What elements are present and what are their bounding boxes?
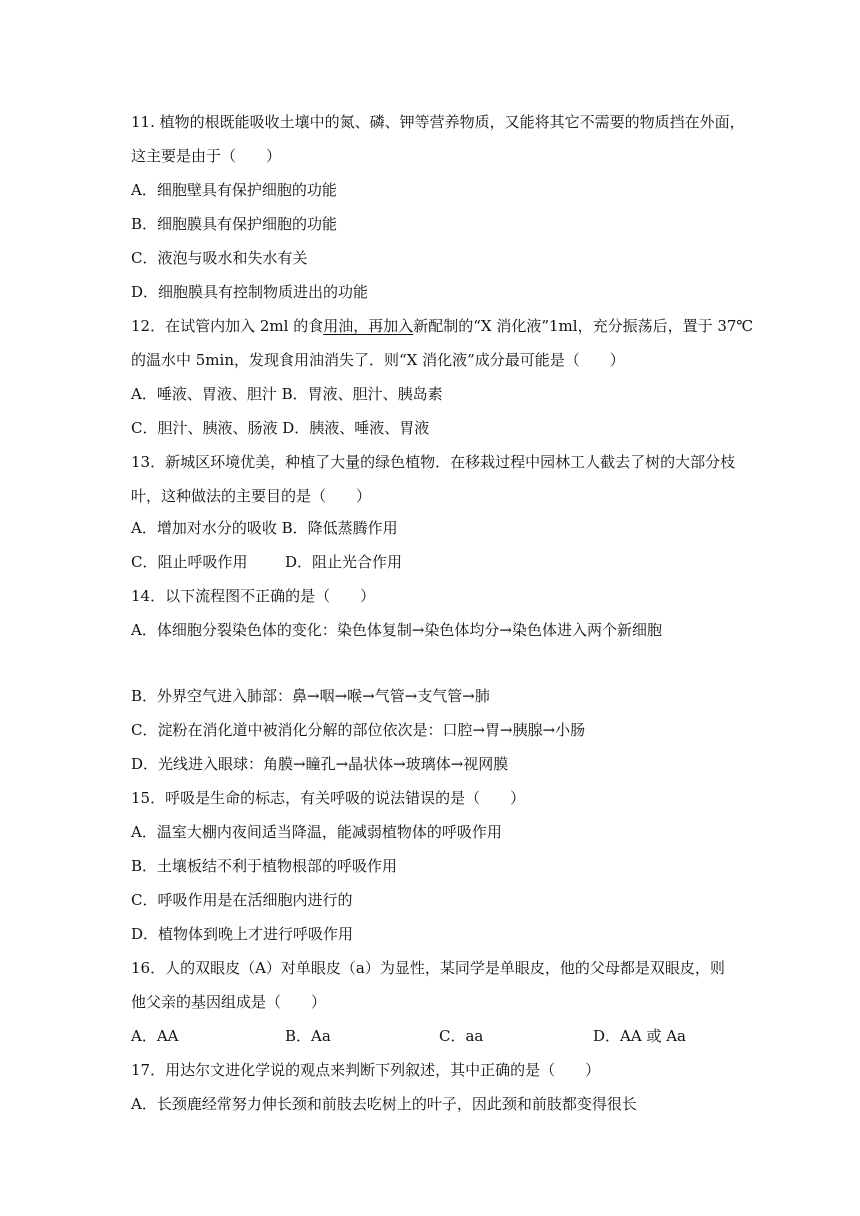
- q15-option-a: A．温室大棚内夜间适当降温，能减弱植物体的呼吸作用: [131, 823, 502, 841]
- q16-option-b: B．Aa: [285, 1027, 331, 1045]
- q12-options-cd: C．胆汁、胰液、肠液 D．胰液、唾液、胃液: [131, 419, 430, 437]
- q14-option-a: A．体细胞分裂染色体的变化：染色体复制→染色体均分→染色体进入两个新细胞: [131, 621, 662, 639]
- q12-stem-part-c: 新配制的“X 消化液”1ml，充分振荡后，置于 37℃: [413, 317, 754, 335]
- q12-stem-line2: 的温水中 5min，发现食用油消失了．则“X 消化液”成分最可能是（ ）: [131, 351, 625, 369]
- q16-stem-line2: 他父亲的基因组成是（ ）: [131, 993, 327, 1011]
- q12-stem-part-a: 12．在试管内加入 2ml 的食: [131, 317, 324, 335]
- q14-option-b: B．外界空气进入肺部：鼻→咽→喉→气管→支气管→肺: [131, 687, 490, 705]
- q13-stem-line2: 叶，这种做法的主要目的是（ ）: [131, 487, 372, 505]
- q11-stem-line1: 11. 植物的根既能吸收土壤中的氮、磷、钾等营养物质，又能将其它不需要的物质挡在外面，: [131, 113, 745, 131]
- q15-stem: 15．呼吸是生命的标志，有关呼吸的说法错误的是（ ）: [131, 789, 526, 807]
- q16-option-d: D．AA 或 Aa: [593, 1027, 687, 1045]
- q15-option-b: B．土壤板结不利于植物根部的呼吸作用: [131, 857, 398, 875]
- q11-stem-line2: 这主要是由于（ ）: [131, 147, 282, 165]
- q11-option-b: B．细胞膜具有保护细胞的功能: [131, 215, 338, 233]
- q13-option-d: D．阻止光合作用: [285, 553, 403, 571]
- q16-option-c: C．aa: [439, 1027, 484, 1045]
- q14-option-d: D．光线进入眼球：角膜→瞳孔→晶状体→玻璃体→视网膜: [131, 755, 509, 773]
- q14-option-c: C．淀粉在消化道中被消化分解的部位依次是：口腔→胃→胰腺→小肠: [131, 721, 586, 739]
- q17-option-a: A．长颈鹿经常努力伸长颈和前肢去吃树上的叶子，因此颈和前肢都变得很长: [131, 1095, 637, 1113]
- q13-options-cd: [131, 552, 402, 572]
- q15-option-c: C．呼吸作用是在活细胞内进行的: [131, 891, 353, 909]
- q17-stem: 17．用达尔文进化学说的观点来判断下列叙述，其中正确的是（ ）: [131, 1061, 601, 1079]
- q15-option-d: D．植物体到晚上才进行呼吸作用: [131, 925, 354, 943]
- q11-option-d: D．细胞膜具有控制物质进出的功能: [131, 283, 369, 301]
- q13-options-ab: A．增加对水分的吸收 B．降低蒸腾作用: [131, 519, 398, 537]
- q12-stem-line1: [131, 316, 753, 336]
- q14-stem: 14．以下流程图不正确的是（ ）: [131, 587, 376, 605]
- q13-option-c: C．阻止呼吸作用: [131, 553, 248, 571]
- q12-stem-underlined: 用油，再加入: [323, 317, 414, 335]
- q12-options-ab: A．唾液、胃液、胆汁 B．胃液、胆汁、胰岛素: [131, 385, 443, 403]
- q16-stem-line1: 16．人的双眼皮（A）对单眼皮（a）为显性，某同学是单眼皮，他的父母都是双眼皮，则: [131, 959, 725, 977]
- q11-option-c: C．液泡与吸水和失水有关: [131, 249, 308, 267]
- q11-option-a: A．细胞壁具有保护细胞的功能: [131, 181, 337, 199]
- q13-stem-line1: 13．新城区环境优美，种植了大量的绿色植物．在移栽过程中园林工人截去了树的大部分枝: [131, 453, 736, 471]
- q16-option-a: A．AA: [131, 1027, 179, 1045]
- q16-options: [131, 1026, 686, 1046]
